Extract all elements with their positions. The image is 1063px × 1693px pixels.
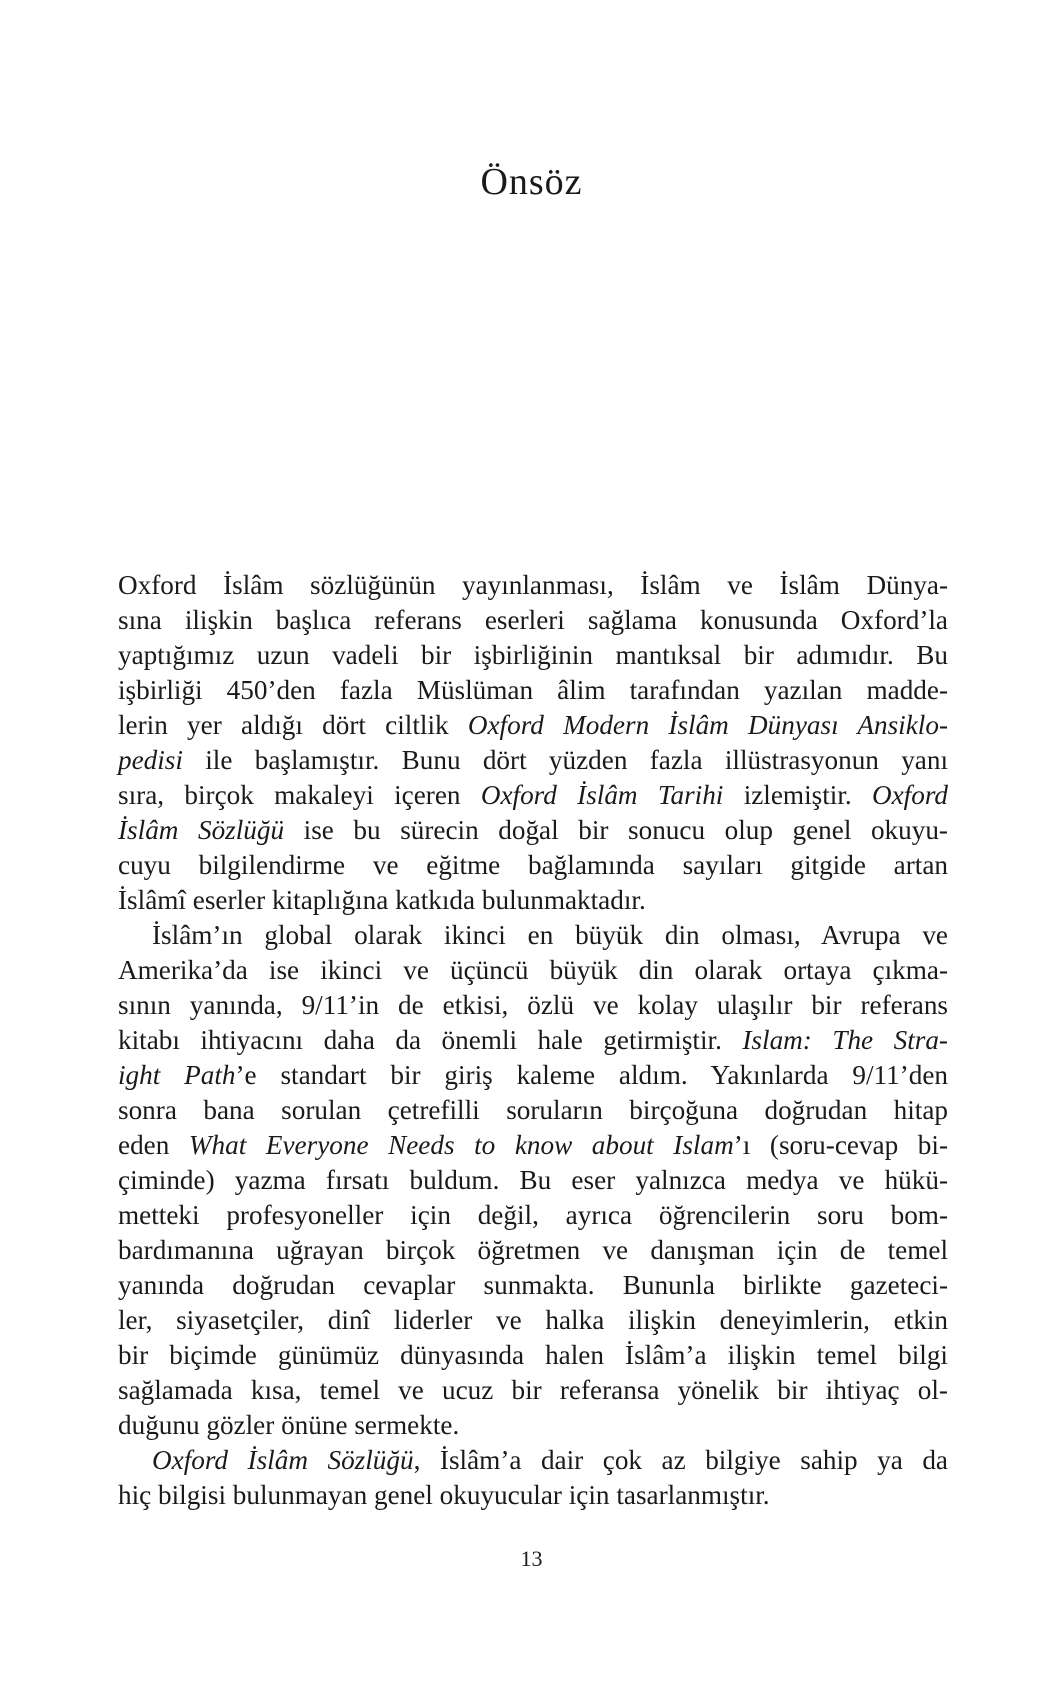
- text-segment: ’ı (soru-cevap bi-: [733, 1130, 948, 1160]
- text-line: [118, 1023, 948, 1058]
- text-segment: sonra bana sorulan çetrefilli soruların birçoğuna doğrudan hitap: [118, 1095, 948, 1125]
- italic-title-text: pedisi: [118, 745, 183, 775]
- text-segment: metteki profesyoneller için değil, ayrıca öğrencilerin soru bom-: [118, 1200, 948, 1230]
- italic-title-text: What Everyone Needs to know about Islam: [188, 1130, 734, 1160]
- text-segment: eden: [118, 1130, 189, 1160]
- text-segment: lerin yer aldığı dört ciltlik: [118, 710, 468, 740]
- text-line: [118, 743, 948, 778]
- text-segment: kitabı ihtiyacını daha da önemli hale getirmiştir.: [118, 1025, 743, 1055]
- italic-title-text: Islam: The Stra-: [742, 1025, 948, 1055]
- page-title: Önsöz: [480, 161, 583, 203]
- text-segment: bardımanına uğrayan birçok öğretmen ve danışman için de temel: [118, 1235, 948, 1265]
- text-line: [118, 603, 948, 638]
- text-line: [118, 1093, 948, 1128]
- text-line: [118, 638, 948, 673]
- text-line: [118, 1373, 948, 1408]
- text-segment: yaptığımız uzun vadeli bir işbirliğinin mantıksal bir adımıdır. Bu: [118, 640, 948, 670]
- text-line: [118, 1058, 948, 1093]
- text-segment: ler, siyasetçiler, dinî liderler ve halka ilişkin deneyimlerin, etkin: [118, 1305, 948, 1335]
- text-segment: duğunu gözler önüne sermekte.: [118, 1410, 460, 1440]
- text-line: [118, 778, 948, 813]
- text-line: [118, 918, 948, 953]
- text-segment: sına ilişkin başlıca referans eserleri sağlama konusunda Oxford’la: [118, 605, 948, 635]
- text-line: [118, 1163, 948, 1198]
- text-line: [118, 848, 948, 883]
- text-line: [118, 568, 948, 603]
- text-line: [118, 953, 948, 988]
- text-line: [118, 1408, 948, 1443]
- text-segment: sağlamada kısa, temel ve ucuz bir referansa yönelik bir ihtiyaç ol-: [118, 1375, 948, 1405]
- text-segment: hiç bilgisi bulunmayan genel okuyucular için tasarlanmıştır.: [118, 1480, 770, 1510]
- italic-title-text: Oxford Modern İslâm Dünyası Ansiklo-: [467, 710, 948, 740]
- text-segment: sının yanında, 9/11’in de etkisi, özlü ve kolay ulaşılır bir referans: [118, 990, 948, 1020]
- text-line: [118, 1233, 948, 1268]
- italic-title-text: Oxford İslâm Tarihi: [480, 780, 724, 810]
- text-segment: İslâm’ın global olarak ikinci en büyük din olması, Avrupa ve: [152, 920, 948, 950]
- body-text: [118, 568, 948, 1513]
- text-segment: işbirliği 450’den fazla Müslüman âlim tarafından yazılan madde-: [118, 675, 948, 705]
- text-line: [118, 883, 948, 918]
- text-segment: cuyu bilgilendirme ve eğitme bağlamında sayıları gitgide artan: [118, 850, 948, 880]
- text-segment: ise bu sürecin doğal bir sonucu olup genel okuyu-: [284, 815, 948, 845]
- text-line: [118, 1443, 948, 1478]
- text-line: [118, 708, 948, 743]
- text-segment: çiminde) yazma fırsatı buldum. Bu eser yalnızca medya ve hükü-: [118, 1165, 948, 1195]
- text-line: [118, 1198, 948, 1233]
- text-line: [118, 1268, 948, 1303]
- italic-title-text: Oxford İslâm Sözlüğü: [152, 1445, 414, 1475]
- text-line: [118, 1128, 948, 1163]
- text-segment: ile başlamıştır. Bunu dört yüzden fazla illüstrasyonun yanı: [182, 745, 948, 775]
- text-line: [118, 988, 948, 1023]
- italic-title-text: İslâm Sözlüğü: [118, 815, 285, 845]
- text-segment: yanında doğrudan cevaplar sunmakta. Bununla birlikte gazeteci-: [118, 1270, 948, 1300]
- text-line: [118, 1478, 948, 1513]
- text-segment: , İslâm’a dair çok az bilgiye sahip ya da: [413, 1445, 949, 1475]
- page-number: 13: [520, 1546, 543, 1571]
- text-line: [118, 813, 948, 848]
- text-segment: İslâmî eserler kitaplığına katkıda bulunmaktadır.: [118, 885, 646, 915]
- text-segment: sıra, birçok makaleyi içeren: [118, 780, 481, 810]
- text-line: [118, 673, 948, 708]
- text-segment: ’e standart bir giriş kaleme aldım. Yakınlarda 9/11’den: [235, 1060, 948, 1090]
- italic-title-text: Oxford: [871, 780, 948, 810]
- text-segment: izlemiştir.: [723, 780, 872, 810]
- text-segment: Oxford İslâm sözlüğünün yayınlanması, İslâm ve İslâm Dünya-: [118, 570, 948, 600]
- text-line: [118, 1303, 948, 1338]
- text-line: [118, 1338, 948, 1373]
- text-segment: Amerika’da ise ikinci ve üçüncü büyük din olarak ortaya çıkma-: [118, 955, 948, 985]
- text-segment: bir biçimde günümüz dünyasında halen İslâm’a ilişkin temel bilgi: [118, 1340, 948, 1370]
- italic-title-text: ight Path: [118, 1060, 236, 1090]
